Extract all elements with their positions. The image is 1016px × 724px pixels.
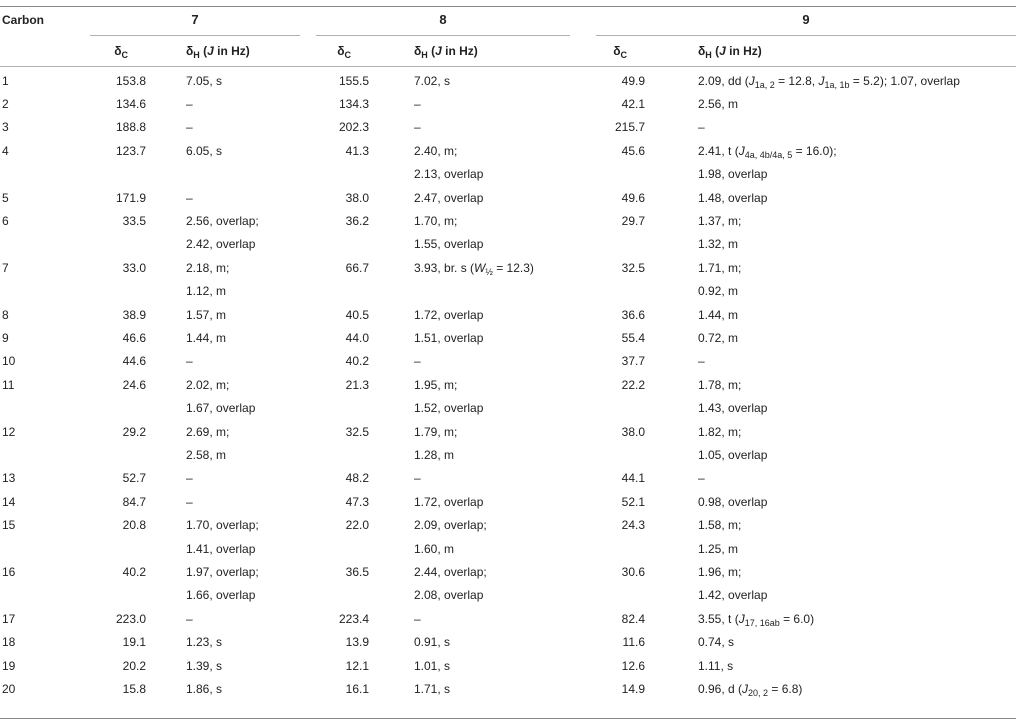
delta-c-9: 22.2 (621, 377, 645, 392)
delta-h-8: 3.93, br. s $(W_{\frac{1}{2}} = 12.3)$ (414, 260, 534, 277)
delta-c-7: 15.8 (122, 681, 146, 696)
delta-h-9: 1.58, m; (698, 518, 742, 533)
delta-c-9: 44.1 (621, 471, 645, 486)
delta-h-9: 0.92, m (698, 284, 739, 299)
delta-c-9: 32.5 (621, 260, 645, 275)
delta-h-8: 1.01, s (414, 658, 451, 673)
delta-h-9: – (698, 471, 705, 486)
compound-header: 7 (191, 12, 199, 27)
delta-h-9: 2.41, t $(J_{4a, 4b/4a, 5} = 16.0)$; (698, 143, 837, 160)
delta-h-9: 0.74, s (698, 635, 735, 650)
delta-c-7: 123.7 (115, 143, 146, 158)
delta-c-7: 44.6 (122, 354, 146, 369)
delta-h-8: 1.28, m (414, 447, 455, 462)
delta-h-8: – (414, 96, 421, 111)
delta-h-9: 0.72, m (698, 330, 739, 345)
delta-h-7: – (186, 494, 193, 509)
delta-c-9: 37.7 (621, 354, 645, 369)
delta-h-9: 2.09, dd ($J_{1a, 2} = 12.8$, $J_{1a, 1b} = 5.2$); 1.07, overlap (698, 73, 960, 90)
delta-h-header: $\delta_H$ (J in Hz) (414, 44, 478, 60)
delta-h-7: 2.42, overlap (186, 237, 256, 252)
carbon-header: Carbon (2, 13, 44, 27)
delta-h-8: 1.79, m; (414, 424, 458, 439)
delta-h-header: $\delta_H$ (J in Hz) (186, 44, 250, 60)
carbon-number: 20 (2, 681, 16, 696)
delta-c-header: $\delta_C$ (613, 44, 627, 60)
delta-h-9: 1.05, overlap (698, 447, 768, 462)
carbon-number: 1 (2, 73, 9, 88)
delta-c-8: 38.0 (345, 190, 369, 205)
delta-c-7: 84.7 (122, 494, 146, 509)
delta-c-7: 134.6 (115, 96, 146, 111)
delta-h-7: 1.39, s (186, 658, 223, 673)
delta-h-8: 2.09, overlap; (414, 518, 487, 533)
delta-h-9: 0.96, d $(J_{20, 2} = 6.8)$ (698, 681, 803, 698)
delta-c-8: 22.0 (345, 518, 369, 533)
delta-c-7: 20.2 (122, 658, 146, 673)
delta-h-9: 1.42, overlap (698, 588, 768, 603)
delta-h-8: 1.51, overlap (414, 330, 484, 345)
table-rule (0, 6, 1016, 7)
delta-h-8: 1.55, overlap (414, 237, 484, 252)
delta-c-8: 41.3 (345, 143, 369, 158)
delta-c-9: 36.6 (621, 307, 645, 322)
delta-c-9: 82.4 (621, 611, 645, 626)
delta-c-8: 13.9 (345, 635, 369, 650)
delta-c-9: 11.6 (622, 635, 645, 650)
delta-c-7: 38.9 (122, 307, 146, 322)
delta-h-9: 1.37, m; (698, 213, 742, 228)
delta-h-8: 2.44, overlap; (414, 564, 487, 579)
delta-h-7: 1.41, overlap (186, 541, 256, 556)
carbon-number: 4 (2, 143, 9, 158)
delta-h-7: 2.69, m; (186, 424, 230, 439)
carbon-number: 19 (2, 658, 16, 673)
delta-h-9: – (698, 120, 705, 135)
delta-c-8: 155.5 (338, 73, 369, 88)
delta-c-9: 49.9 (621, 73, 645, 88)
delta-c-7: 171.9 (115, 190, 146, 205)
delta-c-9: 14.9 (621, 681, 645, 696)
carbon-number: 17 (2, 611, 16, 626)
delta-h-8: 2.13, overlap (414, 167, 484, 182)
delta-h-8: 1.60, m (414, 541, 455, 556)
delta-c-8: 32.5 (345, 424, 369, 439)
delta-c-8: 134.3 (338, 96, 369, 111)
delta-h-9: 1.25, m (698, 541, 739, 556)
compound-header: 9 (802, 12, 810, 27)
delta-h-7: – (186, 120, 193, 135)
delta-h-7: 7.05, s (186, 73, 223, 88)
delta-h-9: 1.82, m; (698, 424, 742, 439)
delta-c-7: 33.5 (122, 213, 146, 228)
delta-c-8: 21.3 (345, 377, 369, 392)
delta-c-7: 33.0 (122, 260, 146, 275)
delta-h-8: 1.72, overlap (414, 307, 484, 322)
delta-h-8: 2.08, overlap (414, 588, 484, 603)
delta-h-8: 2.47, overlap (414, 190, 484, 205)
delta-h-7: – (186, 96, 193, 111)
carbon-number: 2 (2, 96, 9, 111)
delta-h-8: 0.91, s (414, 635, 451, 650)
delta-c-8: 44.0 (345, 330, 369, 345)
carbon-number: 7 (2, 260, 9, 275)
carbon-number: 3 (2, 120, 9, 135)
delta-h-9: 1.96, m; (698, 564, 742, 579)
table-rule (90, 35, 300, 36)
delta-h-header: $\delta_H$ (J in Hz) (698, 44, 762, 60)
carbon-number: 15 (2, 518, 16, 533)
delta-c-7: 19.1 (122, 635, 146, 650)
table-rule (0, 718, 1016, 719)
delta-h-7: 1.66, overlap (186, 588, 256, 603)
delta-c-7: 40.2 (122, 564, 146, 579)
delta-h-9: 1.48, overlap (698, 190, 768, 205)
delta-h-7: 1.12, m (186, 284, 227, 299)
carbon-number: 16 (2, 564, 16, 579)
delta-c-8: 16.1 (345, 681, 369, 696)
delta-h-8: – (414, 354, 421, 369)
delta-c-9: 52.1 (621, 494, 645, 509)
delta-c-9: 38.0 (621, 424, 645, 439)
carbon-number: 5 (2, 190, 9, 205)
delta-h-7: – (186, 471, 193, 486)
delta-c-8: 47.3 (345, 494, 369, 509)
delta-c-8: 66.7 (345, 260, 369, 275)
delta-h-9: – (698, 354, 705, 369)
delta-h-9: 1.78, m; (698, 377, 742, 392)
delta-h-7: 1.44, m (186, 330, 227, 345)
delta-h-7: – (186, 611, 193, 626)
delta-h-8: 1.95, m; (414, 377, 458, 392)
delta-h-7: – (186, 354, 193, 369)
delta-h-7: 1.23, s (186, 635, 223, 650)
delta-h-9: 1.11, s (698, 658, 734, 673)
delta-c-9: 42.1 (621, 96, 645, 111)
delta-c-7: 29.2 (122, 424, 146, 439)
delta-c-header: $\delta_C$ (114, 44, 128, 60)
delta-c-8: 40.5 (345, 307, 369, 322)
delta-h-7: 2.18, m; (186, 260, 230, 275)
delta-h-9: 0.98, overlap (698, 494, 768, 509)
carbon-number: 13 (2, 471, 16, 486)
delta-h-7: 2.02, m; (186, 377, 230, 392)
carbon-number: 11 (2, 377, 15, 392)
carbon-number: 8 (2, 307, 9, 322)
delta-c-header: $\delta_C$ (337, 44, 351, 60)
delta-h-8: 1.52, overlap (414, 401, 484, 416)
delta-h-7: 1.86, s (186, 681, 223, 696)
delta-h-8: 1.72, overlap (414, 494, 484, 509)
delta-c-9: 30.6 (621, 564, 645, 579)
delta-c-8: 40.2 (345, 354, 369, 369)
table-rule (596, 35, 1016, 36)
carbon-number: 18 (2, 635, 16, 650)
delta-c-9: 29.7 (621, 213, 645, 228)
delta-c-7: 188.8 (115, 120, 146, 135)
delta-h-7: 6.05, s (186, 143, 223, 158)
delta-c-7: 223.0 (115, 611, 146, 626)
delta-h-8: 1.71, s (414, 681, 451, 696)
delta-c-9: 215.7 (614, 120, 645, 135)
delta-h-8: – (414, 611, 421, 626)
delta-c-7: 153.8 (115, 73, 146, 88)
delta-c-7: 20.8 (122, 518, 146, 533)
delta-h-9: 3.55, t $(J_{17, 16ab} = 6.0)$ (698, 611, 815, 628)
delta-h-8: – (414, 120, 421, 135)
delta-c-7: 52.7 (122, 471, 146, 486)
delta-c-9: 49.6 (621, 190, 645, 205)
delta-c-9: 24.3 (621, 518, 645, 533)
delta-h-9: 1.98, overlap (698, 167, 768, 182)
carbon-number: 10 (2, 354, 16, 369)
delta-c-8: 12.1 (345, 658, 369, 673)
delta-c-9: 55.4 (621, 330, 645, 345)
delta-h-7: 1.97, overlap; (186, 564, 259, 579)
delta-h-8: 2.40, m; (414, 143, 458, 158)
delta-c-8: 223.4 (338, 611, 369, 626)
delta-c-8: 48.2 (345, 471, 369, 486)
delta-h-7: 2.58, m (186, 447, 227, 462)
table-rule (0, 66, 1016, 67)
delta-h-9: 1.32, m (698, 237, 739, 252)
delta-h-8: 1.70, m; (414, 213, 458, 228)
delta-h-7: 2.56, overlap; (186, 213, 259, 228)
delta-c-7: 24.6 (122, 377, 146, 392)
delta-h-9: 1.71, m; (698, 260, 742, 275)
delta-c-8: 36.5 (345, 564, 369, 579)
delta-h-8: 7.02, s (414, 73, 451, 88)
delta-h-9: 1.44, m (698, 307, 739, 322)
carbon-number: 9 (2, 330, 9, 345)
delta-h-7: 1.67, overlap (186, 401, 256, 416)
delta-c-8: 36.2 (345, 213, 369, 228)
carbon-number: 14 (2, 494, 16, 509)
carbon-number: 6 (2, 213, 9, 228)
compound-header: 8 (439, 12, 447, 27)
delta-c-9: 45.6 (621, 143, 645, 158)
carbon-number: 12 (2, 424, 16, 439)
delta-c-8: 202.3 (338, 120, 369, 135)
delta-h-7: – (186, 190, 193, 205)
delta-c-9: 12.6 (621, 658, 645, 673)
table-rule (316, 35, 570, 36)
delta-h-7: 1.57, m (186, 307, 227, 322)
delta-c-7: 46.6 (122, 330, 146, 345)
delta-h-9: 2.56, m (698, 96, 739, 111)
delta-h-7: 1.70, overlap; (186, 518, 259, 533)
delta-h-8: – (414, 471, 421, 486)
delta-h-9: 1.43, overlap (698, 401, 768, 416)
